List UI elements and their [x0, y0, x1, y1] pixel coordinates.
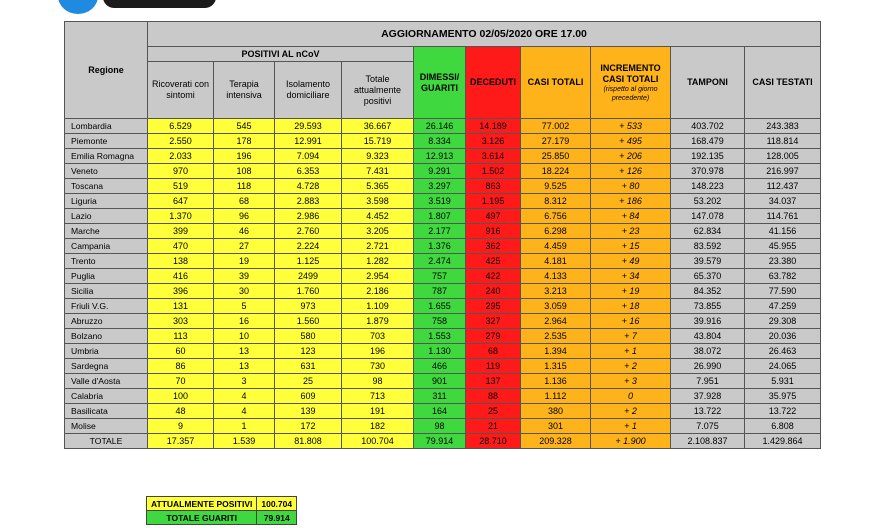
deceduti-cell: 422 — [466, 269, 521, 284]
tamponi-cell: 7.951 — [671, 374, 745, 389]
incremento-cell: + 7 — [591, 329, 671, 344]
region-name: Friuli V.G. — [65, 299, 148, 314]
table-row — [65, 314, 821, 329]
dimessi-cell: 9.291 — [414, 164, 466, 179]
region-name: Toscana — [65, 179, 148, 194]
incremento-cell: + 1 — [591, 419, 671, 434]
total-ricoverati-cell: 17.357 — [148, 434, 214, 449]
total-totale-positivi-cell: 100.704 — [342, 434, 414, 449]
terapia-cell: 4 — [214, 389, 275, 404]
table-row — [65, 179, 821, 194]
total-isolamento-cell: 81.808 — [275, 434, 342, 449]
totals-label: TOTALE — [65, 434, 148, 449]
casi-totali-cell: 6.298 — [521, 224, 591, 239]
totale-positivi-cell: 1.282 — [342, 254, 414, 269]
ricoverati-cell: 519 — [148, 179, 214, 194]
terapia-cell: 10 — [214, 329, 275, 344]
ricoverati-cell: 647 — [148, 194, 214, 209]
incremento-header — [591, 47, 671, 119]
isolamento-cell: 6.353 — [275, 164, 342, 179]
table-row — [65, 404, 821, 419]
ricoverati-cell: 2.033 — [148, 149, 214, 164]
dimessi-cell: 98 — [414, 419, 466, 434]
incremento-cell: + 495 — [591, 134, 671, 149]
totale-positivi-cell: 3.598 — [342, 194, 414, 209]
isolamento-cell: 580 — [275, 329, 342, 344]
terapia-cell: 13 — [214, 344, 275, 359]
deceduti-cell: 1.502 — [466, 164, 521, 179]
casi-testati-cell: 63.782 — [745, 269, 821, 284]
tamponi-cell: 370.978 — [671, 164, 745, 179]
region-name: Abruzzo — [65, 314, 148, 329]
ricoverati-cell: 9 — [148, 419, 214, 434]
dimessi-cell: 8.334 — [414, 134, 466, 149]
terapia-cell: 178 — [214, 134, 275, 149]
totale-positivi-cell: 2.954 — [342, 269, 414, 284]
incremento-cell: + 49 — [591, 254, 671, 269]
ricoverati-cell: 470 — [148, 239, 214, 254]
terapia-cell: 16 — [214, 314, 275, 329]
region-name: Sicilia — [65, 284, 148, 299]
dimessi-cell: 1.807 — [414, 209, 466, 224]
region-name: Liguria — [65, 194, 148, 209]
totale-positivi-cell: 3.205 — [342, 224, 414, 239]
total-deceduti-cell: 28.710 — [466, 434, 521, 449]
dimessi-cell: 164 — [414, 404, 466, 419]
table-row — [65, 149, 821, 164]
totale-positivi-cell: 2.721 — [342, 239, 414, 254]
casi-totali-cell: 4.133 — [521, 269, 591, 284]
ricoverati-cell: 1.370 — [148, 209, 214, 224]
incremento-cell: + 34 — [591, 269, 671, 284]
casi-totali-cell: 1.394 — [521, 344, 591, 359]
ricoverati-cell: 86 — [148, 359, 214, 374]
ricoverati-cell: 48 — [148, 404, 214, 419]
deceduti-cell: 3.126 — [466, 134, 521, 149]
deceduti-cell: 68 — [466, 344, 521, 359]
totale-positivi-cell: 7.431 — [342, 164, 414, 179]
table-row — [65, 359, 821, 374]
tamponi-cell: 73.855 — [671, 299, 745, 314]
incremento-cell: + 126 — [591, 164, 671, 179]
summary-guariti-label: TOTALE GUARITI — [147, 511, 257, 525]
terapia-cell: 196 — [214, 149, 275, 164]
update-title: AGGIORNAMENTO 02/05/2020 ORE 17.00 — [148, 22, 821, 47]
terapia-cell: 5 — [214, 299, 275, 314]
casi-totali-cell: 4.181 — [521, 254, 591, 269]
casi-totali-cell: 4.459 — [521, 239, 591, 254]
region-name: Puglia — [65, 269, 148, 284]
incremento-cell: + 186 — [591, 194, 671, 209]
casi-totali-cell: 25.850 — [521, 149, 591, 164]
totale-positivi-cell: 36.667 — [342, 119, 414, 134]
region-name: Umbria — [65, 344, 148, 359]
dimessi-cell: 758 — [414, 314, 466, 329]
region-name: Trento — [65, 254, 148, 269]
dimessi-cell: 901 — [414, 374, 466, 389]
region-name: Lombardia — [65, 119, 148, 134]
casi-totali-cell: 1.315 — [521, 359, 591, 374]
tamponi-cell: 37.928 — [671, 389, 745, 404]
terapia-cell: 545 — [214, 119, 275, 134]
totale-positivi-cell: 730 — [342, 359, 414, 374]
incremento-cell: + 15 — [591, 239, 671, 254]
incremento-cell: + 206 — [591, 149, 671, 164]
ricoverati-cell: 70 — [148, 374, 214, 389]
casi-totali-cell: 2.964 — [521, 314, 591, 329]
tamponi-cell: 43.804 — [671, 329, 745, 344]
tamponi-cell: 62.834 — [671, 224, 745, 239]
totale-positivi-cell: 713 — [342, 389, 414, 404]
dimessi-cell: 3.519 — [414, 194, 466, 209]
casi-testati-cell: 20.036 — [745, 329, 821, 344]
casi-testati-cell: 23.380 — [745, 254, 821, 269]
casi-totali-cell: 27.179 — [521, 134, 591, 149]
isolamento-cell: 631 — [275, 359, 342, 374]
deceduti-cell: 916 — [466, 224, 521, 239]
tamponi-cell: 65.370 — [671, 269, 745, 284]
tamponi-cell: 26.990 — [671, 359, 745, 374]
casi-testati-cell: 41.156 — [745, 224, 821, 239]
isolamento-cell: 1.560 — [275, 314, 342, 329]
ricoverati-header: Ricoverati con sintomi — [148, 62, 214, 119]
incremento-cell: + 2 — [591, 359, 671, 374]
total-tamponi-cell: 2.108.837 — [671, 434, 745, 449]
casi-testati-cell: 112.437 — [745, 179, 821, 194]
isolamento-cell: 25 — [275, 374, 342, 389]
deceduti-cell: 279 — [466, 329, 521, 344]
deceduti-cell: 425 — [466, 254, 521, 269]
dimessi-cell: 12.913 — [414, 149, 466, 164]
incremento-note: (rispetto al giorno precedente) — [603, 85, 658, 102]
region-name: Lazio — [65, 209, 148, 224]
terapia-cell: 96 — [214, 209, 275, 224]
regione-header: Regione — [65, 22, 148, 119]
ricoverati-cell: 100 — [148, 389, 214, 404]
summary-positivi-value: 100.704 — [257, 497, 297, 511]
terapia-cell: 1 — [214, 419, 275, 434]
tamponi-cell: 53.202 — [671, 194, 745, 209]
totale-positivi-cell: 1.109 — [342, 299, 414, 314]
casi-testati-cell: 118.814 — [745, 134, 821, 149]
casi-testati-cell: 216.997 — [745, 164, 821, 179]
dimessi-cell: 311 — [414, 389, 466, 404]
table-row — [65, 329, 821, 344]
deceduti-cell: 497 — [466, 209, 521, 224]
totale-positivi-cell: 182 — [342, 419, 414, 434]
dimessi-cell: 1.130 — [414, 344, 466, 359]
top-label-pill[interactable] — [103, 0, 216, 8]
isolamento-header: Isolamento domiciliare — [275, 62, 342, 119]
incremento-cell: + 533 — [591, 119, 671, 134]
tamponi-cell: 168.479 — [671, 134, 745, 149]
region-name: Campania — [65, 239, 148, 254]
terapia-cell: 13 — [214, 359, 275, 374]
casi-totali-cell: 6.756 — [521, 209, 591, 224]
dimessi-cell: 466 — [414, 359, 466, 374]
incremento-cell: + 84 — [591, 209, 671, 224]
table-row — [65, 209, 821, 224]
casi-testati-cell: 45.955 — [745, 239, 821, 254]
region-name: Valle d'Aosta — [65, 374, 148, 389]
totale-positivi-cell: 2.186 — [342, 284, 414, 299]
casi-testati-cell: 34.037 — [745, 194, 821, 209]
dimessi-cell: 1.655 — [414, 299, 466, 314]
isolamento-cell: 2.883 — [275, 194, 342, 209]
ricoverati-cell: 396 — [148, 284, 214, 299]
totale-positivi-cell: 196 — [342, 344, 414, 359]
totale-positivi-cell: 1.879 — [342, 314, 414, 329]
region-name: Piemonte — [65, 134, 148, 149]
ricoverati-cell: 131 — [148, 299, 214, 314]
dimessi-cell: 1.553 — [414, 329, 466, 344]
isolamento-cell: 2499 — [275, 269, 342, 284]
tamponi-cell: 83.592 — [671, 239, 745, 254]
table-row — [65, 134, 821, 149]
terapia-cell: 68 — [214, 194, 275, 209]
terapia-cell: 4 — [214, 404, 275, 419]
casi-testati-cell: 26.463 — [745, 344, 821, 359]
casi-testati-cell: 47.259 — [745, 299, 821, 314]
terapia-header: Terapia intensiva — [214, 62, 275, 119]
isolamento-cell: 172 — [275, 419, 342, 434]
ricoverati-cell: 138 — [148, 254, 214, 269]
tamponi-cell: 13.722 — [671, 404, 745, 419]
totals-row — [65, 434, 821, 449]
dimessi-cell: 757 — [414, 269, 466, 284]
region-name: Bolzano — [65, 329, 148, 344]
casi-totali-cell: 8.312 — [521, 194, 591, 209]
casi-testati-header: CASI TESTATI — [745, 47, 821, 119]
incremento-cell: + 19 — [591, 284, 671, 299]
casi-testati-cell: 35.975 — [745, 389, 821, 404]
tamponi-cell: 192.135 — [671, 149, 745, 164]
casi-testati-cell: 29.308 — [745, 314, 821, 329]
deceduti-cell: 21 — [466, 419, 521, 434]
table-row — [65, 239, 821, 254]
deceduti-cell: 1.195 — [466, 194, 521, 209]
ricoverati-cell: 113 — [148, 329, 214, 344]
isolamento-cell: 7.094 — [275, 149, 342, 164]
isolamento-cell: 4.728 — [275, 179, 342, 194]
totale-positivi-cell: 703 — [342, 329, 414, 344]
deceduti-cell: 25 — [466, 404, 521, 419]
ricoverati-cell: 970 — [148, 164, 214, 179]
dimessi-cell: 787 — [414, 284, 466, 299]
casi-testati-cell: 6.808 — [745, 419, 821, 434]
dimessi-cell: 1.376 — [414, 239, 466, 254]
ricoverati-cell: 416 — [148, 269, 214, 284]
summary-guariti-value: 79.914 — [257, 511, 297, 525]
isolamento-cell: 2.760 — [275, 224, 342, 239]
totale-positivi-cell: 98 — [342, 374, 414, 389]
isolamento-cell: 29.593 — [275, 119, 342, 134]
isolamento-cell: 123 — [275, 344, 342, 359]
region-name: Sardegna — [65, 359, 148, 374]
incremento-cell: + 18 — [591, 299, 671, 314]
terapia-cell: 108 — [214, 164, 275, 179]
isolamento-cell: 1.125 — [275, 254, 342, 269]
terapia-cell: 39 — [214, 269, 275, 284]
table-row — [65, 374, 821, 389]
incremento-cell: + 80 — [591, 179, 671, 194]
table-row — [65, 344, 821, 359]
table-row — [65, 419, 821, 434]
totale-positivi-header: Totale attualmente positivi — [342, 62, 414, 119]
casi-totali-cell: 1.136 — [521, 374, 591, 389]
deceduti-cell: 240 — [466, 284, 521, 299]
region-name: Basilicata — [65, 404, 148, 419]
tamponi-cell: 39.916 — [671, 314, 745, 329]
casi-testati-cell: 128.005 — [745, 149, 821, 164]
dimessi-cell: 2.474 — [414, 254, 466, 269]
total-casi-totali-cell: 209.328 — [521, 434, 591, 449]
total-incremento-cell: + 1.900 — [591, 434, 671, 449]
tamponi-cell: 39.579 — [671, 254, 745, 269]
table-row — [65, 194, 821, 209]
incremento-title: INCREMENTO CASI TOTALI — [600, 62, 661, 84]
isolamento-cell: 973 — [275, 299, 342, 314]
table-row — [65, 269, 821, 284]
deceduti-cell: 3.614 — [466, 149, 521, 164]
tamponi-cell: 7.075 — [671, 419, 745, 434]
casi-testati-cell: 24.065 — [745, 359, 821, 374]
tamponi-cell: 147.078 — [671, 209, 745, 224]
incremento-cell: + 23 — [591, 224, 671, 239]
casi-totali-cell: 2.535 — [521, 329, 591, 344]
total-casi-testati-cell: 1.429.864 — [745, 434, 821, 449]
deceduti-cell: 119 — [466, 359, 521, 374]
region-name: Emilia Romagna — [65, 149, 148, 164]
table-row — [65, 254, 821, 269]
ricoverati-cell: 60 — [148, 344, 214, 359]
deceduti-cell: 863 — [466, 179, 521, 194]
casi-testati-cell: 243.383 — [745, 119, 821, 134]
isolamento-cell: 139 — [275, 404, 342, 419]
incremento-cell: 0 — [591, 389, 671, 404]
isolamento-cell: 1.760 — [275, 284, 342, 299]
ricoverati-cell: 2.550 — [148, 134, 214, 149]
casi-totali-cell: 77.002 — [521, 119, 591, 134]
casi-totali-cell: 301 — [521, 419, 591, 434]
casi-totali-cell: 1.112 — [521, 389, 591, 404]
dimessi-header: DIMESSI/ GUARITI — [414, 47, 466, 119]
isolamento-cell: 2.224 — [275, 239, 342, 254]
casi-testati-cell: 77.590 — [745, 284, 821, 299]
table-row — [65, 224, 821, 239]
terapia-cell: 46 — [214, 224, 275, 239]
table-row — [65, 299, 821, 314]
covid-regions-table — [64, 21, 821, 449]
dimessi-cell: 2.177 — [414, 224, 466, 239]
totale-positivi-cell: 15.719 — [342, 134, 414, 149]
tamponi-cell: 148.223 — [671, 179, 745, 194]
dimessi-cell: 3.297 — [414, 179, 466, 194]
region-name: Calabria — [65, 389, 148, 404]
casi-testati-cell: 114.761 — [745, 209, 821, 224]
terapia-cell: 3 — [214, 374, 275, 389]
table-row — [65, 389, 821, 404]
region-name: Molise — [65, 419, 148, 434]
totale-positivi-cell: 9.323 — [342, 149, 414, 164]
casi-totali-cell: 3.213 — [521, 284, 591, 299]
deceduti-cell: 14.189 — [466, 119, 521, 134]
dimessi-cell: 26.146 — [414, 119, 466, 134]
deceduti-cell: 362 — [466, 239, 521, 254]
totale-positivi-cell: 191 — [342, 404, 414, 419]
total-dimessi-cell: 79.914 — [414, 434, 466, 449]
deceduti-cell: 88 — [466, 389, 521, 404]
totale-positivi-cell: 4.452 — [342, 209, 414, 224]
casi-totali-cell: 380 — [521, 404, 591, 419]
ricoverati-cell: 303 — [148, 314, 214, 329]
summary-positivi-label: ATTUALMENTE POSITIVI — [147, 497, 257, 511]
tamponi-header: TAMPONI — [671, 47, 745, 119]
total-terapia-cell: 1.539 — [214, 434, 275, 449]
deceduti-header: DECEDUTI — [466, 47, 521, 119]
isolamento-cell: 609 — [275, 389, 342, 404]
incremento-cell: + 2 — [591, 404, 671, 419]
ricoverati-cell: 399 — [148, 224, 214, 239]
incremento-cell: + 3 — [591, 374, 671, 389]
casi-totali-header: CASI TOTALI — [521, 47, 591, 119]
incremento-cell: + 16 — [591, 314, 671, 329]
casi-totali-cell: 3.059 — [521, 299, 591, 314]
table-row — [65, 164, 821, 179]
totale-positivi-cell: 5.365 — [342, 179, 414, 194]
deceduti-cell: 137 — [466, 374, 521, 389]
incremento-cell: + 1 — [591, 344, 671, 359]
region-name: Veneto — [65, 164, 148, 179]
terapia-cell: 30 — [214, 284, 275, 299]
tamponi-cell: 84.352 — [671, 284, 745, 299]
summary-table — [146, 496, 297, 525]
positivi-group-header: POSITIVI AL nCoV — [148, 47, 414, 62]
casi-totali-cell: 9.525 — [521, 179, 591, 194]
table-row — [65, 284, 821, 299]
terapia-cell: 19 — [214, 254, 275, 269]
region-name: Marche — [65, 224, 148, 239]
table-body — [65, 119, 821, 449]
deceduti-cell: 295 — [466, 299, 521, 314]
terapia-cell: 27 — [214, 239, 275, 254]
tamponi-cell: 38.072 — [671, 344, 745, 359]
table-row — [65, 119, 821, 134]
isolamento-cell: 2.986 — [275, 209, 342, 224]
terapia-cell: 118 — [214, 179, 275, 194]
casi-testati-cell: 13.722 — [745, 404, 821, 419]
tamponi-cell: 403.702 — [671, 119, 745, 134]
deceduti-cell: 327 — [466, 314, 521, 329]
casi-totali-cell: 18.224 — [521, 164, 591, 179]
isolamento-cell: 12.991 — [275, 134, 342, 149]
app-avatar-icon[interactable] — [58, 0, 98, 14]
casi-testati-cell: 5.931 — [745, 374, 821, 389]
ricoverati-cell: 6.529 — [148, 119, 214, 134]
